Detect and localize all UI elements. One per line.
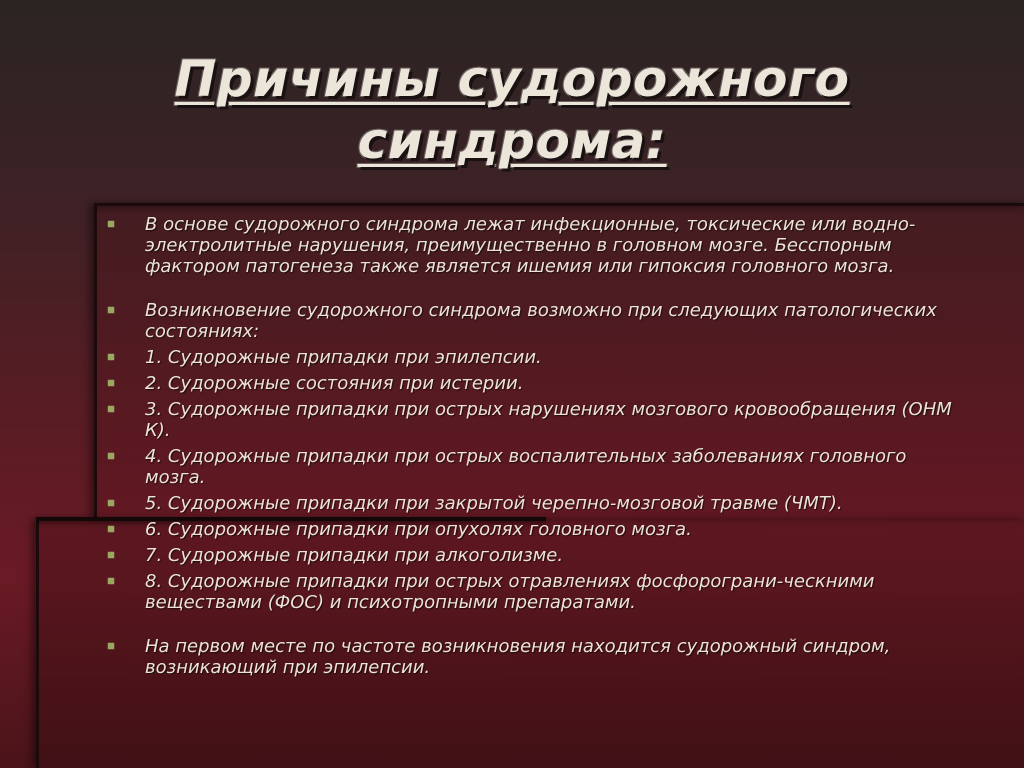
square-bullet-icon <box>108 500 114 506</box>
square-bullet-icon <box>108 307 114 313</box>
slide-title-line-2: синдрома: <box>357 112 667 170</box>
bullet-text: 4. Судорожные припадки при острых воспалительных заболеваниях головного мозга. <box>145 446 907 488</box>
slide-title <box>0 48 1024 172</box>
square-bullet-icon <box>108 552 114 558</box>
bullet-item <box>108 446 968 488</box>
bullet-text: 3. Судорожные припадки при острых нарушениях мозгового кровообращения (ОНМ К). <box>145 399 952 441</box>
bullet-item <box>108 214 968 277</box>
bullet-item <box>108 347 968 368</box>
bullet-item <box>108 300 968 342</box>
bullet-text: 8. Судорожные припадки при острых отравлениях фосфорограни-ческними веществами (ФОС) и психотропными препаратами. <box>145 571 875 613</box>
bullet-text: 1. Судорожные припадки при эпилепсии. <box>145 347 542 368</box>
bullet-text: 6. Судорожные припадки при опухолях головного мозга. <box>145 519 692 540</box>
bullet-item <box>108 373 968 394</box>
bullet-text: 2. Судорожные состояния при истерии. <box>145 373 524 394</box>
bullet-item <box>108 545 968 566</box>
square-bullet-icon <box>108 354 114 360</box>
bullet-item <box>108 571 968 613</box>
bullet-text: 7. Судорожные припадки при алкоголизме. <box>145 545 564 566</box>
square-bullet-icon <box>108 406 114 412</box>
bullet-text: 5. Судорожные припадки при закрытой черепно-мозговой травме (ЧМТ). <box>145 493 843 514</box>
bullet-item <box>108 519 968 540</box>
square-bullet-icon <box>108 526 114 532</box>
bullet-item <box>108 399 968 441</box>
square-bullet-icon <box>108 380 114 386</box>
bullet-item <box>108 636 968 678</box>
bullet-item <box>108 493 968 514</box>
bullet-list <box>108 214 968 683</box>
bullet-text: В основе судорожного синдрома лежат инфекционные, токсические или водно-электролитные нарушения, преимущественно в головном мозге. Бесспорным фактором патогенеза также является ишемия или гипоксия головного мозга. <box>145 214 916 277</box>
bullet-text: На первом месте по частоте возникновения находится судорожный синдром, возникающий при эпилепсии. <box>145 636 891 678</box>
slide-title-line-1: Причины судорожного <box>174 50 850 108</box>
square-bullet-icon <box>108 578 114 584</box>
square-bullet-icon <box>108 453 114 459</box>
square-bullet-icon <box>108 643 114 649</box>
bullet-text: Возникновение судорожного синдрома возможно при следующих патологических состояниях: <box>145 300 937 342</box>
square-bullet-icon <box>108 221 114 227</box>
decorative-line-upper <box>94 203 1024 206</box>
